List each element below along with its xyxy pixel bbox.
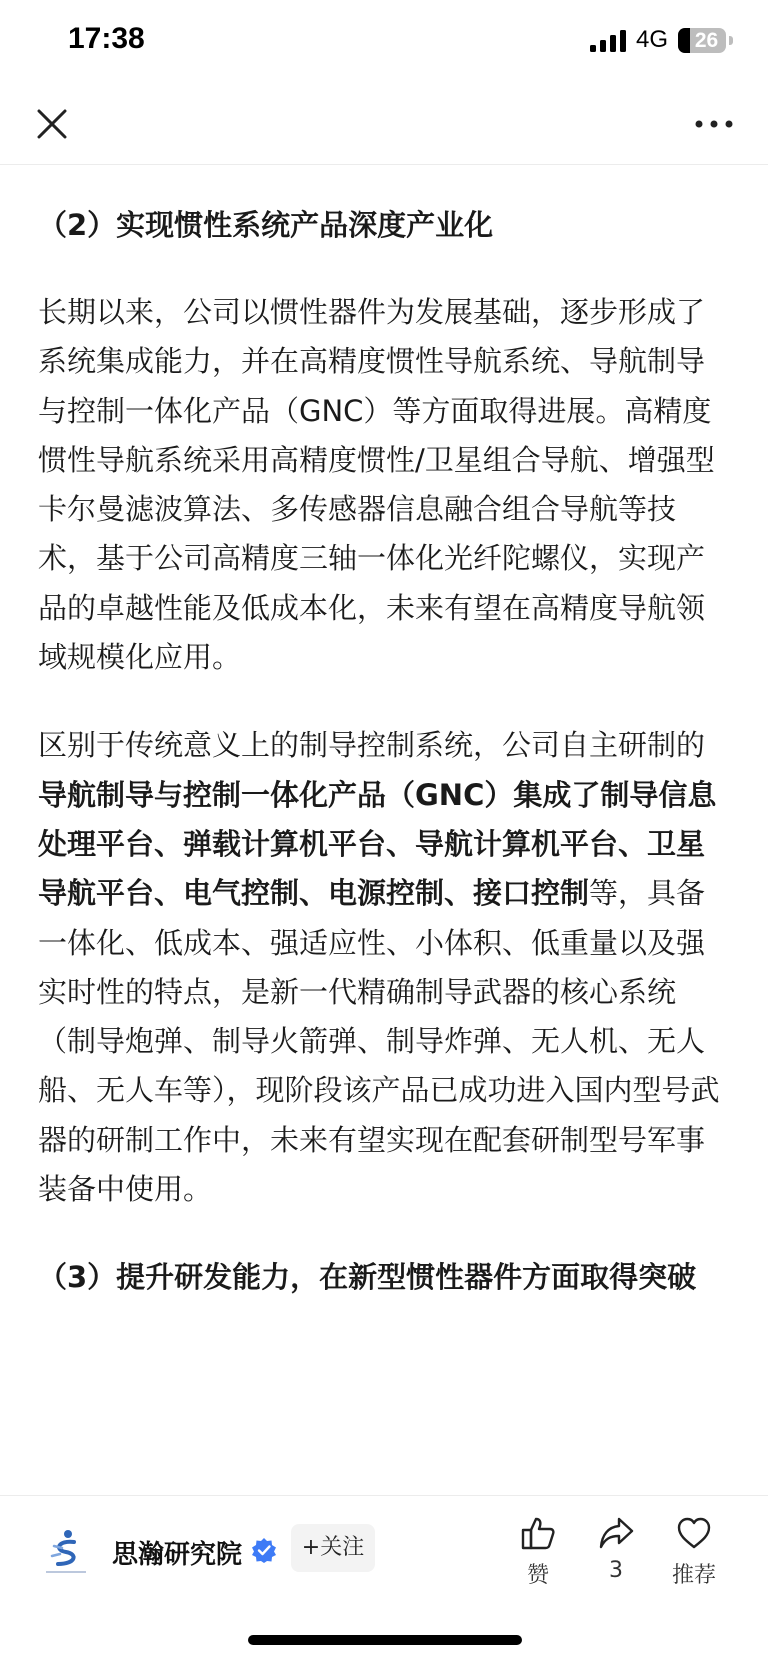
paragraph-text: 等，具备一体化、低成本、强适应性、小体积、低重量以及强实时性的特点，是新一代精确制导武器的核心系统（制导炮弹、制导火箭弹、制导炸弹、无人机、无人船、无人车等），现阶段该产品已成功进入国内型号武器的研制工作中，未来有望实现在配套研制型号军事装备中使用。 (38, 876, 720, 1207)
article-body (38, 200, 730, 1302)
paragraph: 长期以来，公司以惯性器件为发展基础，逐步形成了系统集成能力，并在高精度惯性导航系统、导航制导与控制一体化产品（GNC）等方面取得进展。高精度惯性导航系统采用高精度惯性/卫星组合导航、增强型卡尔曼滤波算法、多传感器信息融合组合导航等技术，基于公司高精度三轴一体化光纤陀螺仪，实现产品的卓越性能及低成本化，未来有望在高精度导航领域规模化应用。 (38, 295, 715, 675)
share-icon (597, 1514, 635, 1552)
signal-strength-icon (590, 30, 626, 52)
close-icon[interactable] (30, 102, 74, 146)
author-avatar[interactable] (44, 1526, 88, 1576)
recommend-label: 推荐 (671, 1563, 716, 1588)
paragraph (38, 721, 730, 1214)
section-heading: （2）实现惯性系统产品深度产业化 (38, 208, 494, 242)
network-type: 4G (636, 26, 669, 53)
battery-tip (729, 36, 733, 45)
share-button[interactable] (576, 1514, 656, 1583)
verified-badge-icon (251, 1537, 277, 1563)
follow-button[interactable]: +关注 (291, 1524, 375, 1572)
status-time: 17:38 (68, 22, 145, 55)
like-button[interactable] (498, 1514, 578, 1589)
nav-bar (0, 84, 768, 165)
heart-icon (675, 1514, 713, 1552)
paragraph-text: 区别于传统意义上的制导控制系统，公司自主研制的 (38, 728, 706, 763)
battery-percent: 26 (694, 29, 719, 52)
recommend-button[interactable] (654, 1514, 734, 1589)
bottom-bar (0, 1495, 768, 1664)
home-indicator[interactable] (248, 1635, 522, 1645)
author-name[interactable]: 思瀚研究院 (112, 1540, 243, 1570)
thumbs-up-icon (519, 1514, 557, 1552)
status-bar (0, 0, 768, 84)
like-label: 赞 (526, 1563, 549, 1588)
section-heading: （3）提升研发能力，在新型惯性器件方面取得突破 (38, 1260, 697, 1295)
more-horizontal-icon[interactable] (692, 104, 736, 144)
paragraph-bold-text: 导航制导与控制一体化产品（GNC）集成了制导信息处理平台、弹载计算机平台、导航计算机平台、卫星导航平台、电气控制、电源控制、接口控制 (38, 777, 717, 911)
battery-icon (678, 28, 726, 53)
share-count: 3 (609, 1558, 623, 1583)
